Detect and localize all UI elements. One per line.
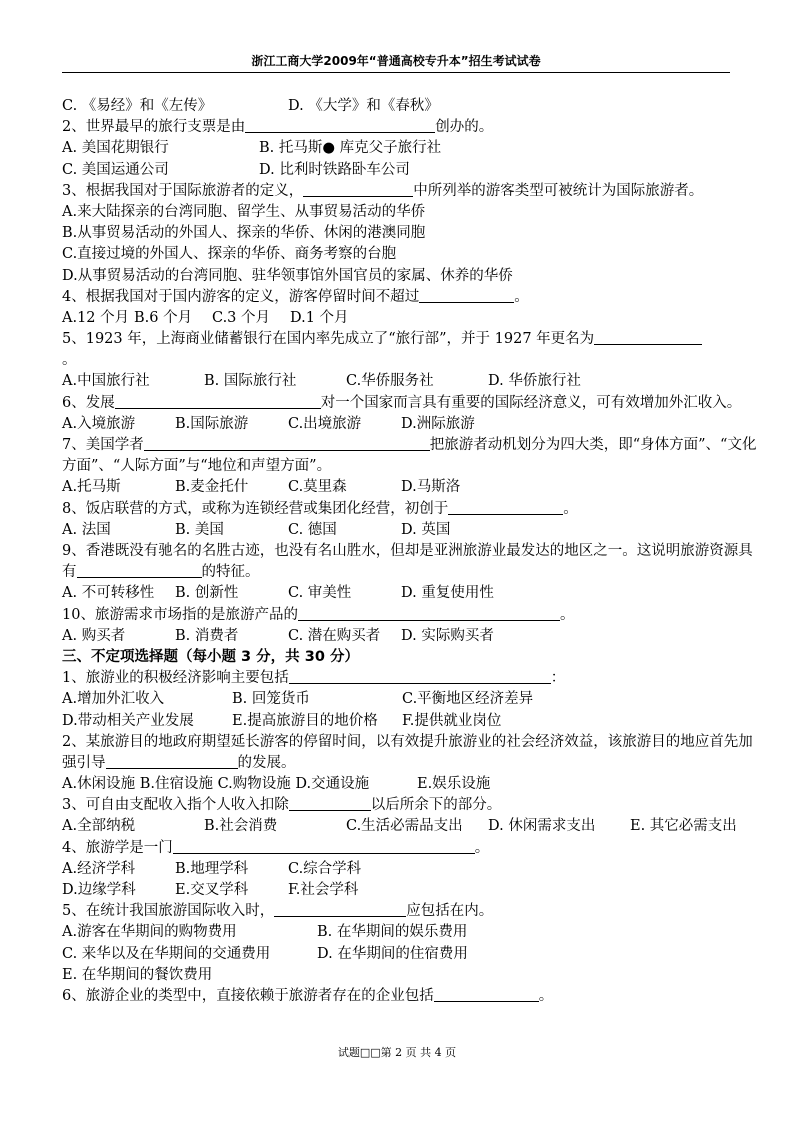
exam-line: [62, 393, 762, 414]
exam-line: [62, 477, 762, 498]
exam-line: [62, 138, 762, 159]
line-text: A.经济学科: [62, 860, 136, 877]
line-text: 创办的。: [435, 119, 494, 136]
exam-line: [62, 350, 762, 371]
line-text: D. 休闲需求支出: [488, 818, 596, 835]
exam-line: [62, 287, 762, 308]
line-text: F.社会学科: [288, 882, 359, 899]
line-text: B.麦金托什: [175, 479, 249, 496]
answer-blank: [77, 563, 202, 578]
header-divider: [62, 72, 730, 73]
line-text: 3、可自由支配收入指个人收入扣除: [62, 797, 289, 814]
exam-line: [62, 266, 762, 287]
line-text: C.综合学科: [288, 860, 362, 877]
line-text: C. 审美性: [288, 585, 352, 602]
exam-line: [62, 774, 762, 795]
line-text: D.带动相关产业发展: [62, 712, 194, 729]
line-text: D.1 个月: [290, 309, 349, 326]
line-text: A.中国旅行社: [62, 373, 150, 390]
line-text: 2、世界最早的旅行支票是由: [62, 119, 246, 136]
line-text: E. 其它必需支出: [630, 818, 737, 835]
answer-blank: [144, 436, 430, 451]
line-text: 。: [62, 352, 77, 369]
exam-line: [62, 371, 762, 392]
page-header: 浙江工商大学2009年“普通高校专升本”招生考试试卷: [251, 54, 541, 68]
exam-line: [62, 244, 762, 265]
line-text: B.地理学科: [175, 860, 249, 877]
line-text: 5、1923 年，上海商业储蓄银行在国内率先成立了“旅行部”，并于 1927 年更名为: [62, 331, 595, 348]
line-text: C.出境旅游: [288, 415, 362, 432]
line-text: C.莫里森: [288, 479, 347, 496]
line-text: 的特征。: [201, 564, 260, 581]
line-text: 6、旅游企业的类型中，直接依赖于旅游者存在的企业包括: [62, 987, 434, 1004]
line-text: B. 回笼货币: [232, 691, 310, 708]
line-text: 3、根据我国对于国际旅游者的定义，: [62, 182, 304, 199]
line-text: 。: [559, 606, 575, 623]
line-text: A. 法国: [62, 521, 111, 538]
exam-line: [62, 795, 762, 816]
line-text: D.马斯洛: [401, 479, 461, 496]
line-text: D. 《大学》和《春秋》: [288, 98, 439, 114]
exam-line: [62, 499, 762, 520]
exam-line: [62, 944, 762, 965]
answer-blank: [303, 182, 413, 197]
line-text: 6、发展: [62, 394, 115, 411]
line-text: C.华侨服务社: [346, 373, 434, 390]
line-text: A.游客在华期间的购物费用: [62, 924, 237, 941]
line-text: B. 在华期间的娱乐费用: [317, 924, 468, 941]
exam-line: [62, 541, 762, 583]
answer-blank: [245, 118, 435, 133]
line-text: A.休闲设施 B.住宿设施 C.购物设施 D.交通设施: [62, 776, 370, 793]
line-text: D. 重复使用性: [401, 585, 494, 602]
exam-line: [62, 223, 762, 244]
answer-blank: [434, 987, 539, 1002]
exam-line: [62, 520, 762, 541]
line-text: B. 消费者: [175, 627, 239, 644]
line-text: B. 创新性: [175, 585, 239, 602]
answer-blank: [289, 669, 551, 684]
line-text: A. 购买者: [62, 627, 126, 644]
line-text: 的发展。: [237, 754, 296, 771]
line-text: C.生活必需品支出: [346, 818, 463, 835]
line-text: D. 实际购买者: [401, 627, 494, 644]
line-text: A.托马斯: [62, 479, 121, 496]
exam-line: [62, 414, 762, 435]
line-text: 9、香港既没有驰名的名胜古迹，也没有名山胜水，但却是亚洲旅游业最发达的地区之一。这说明旅游资源具有: [62, 542, 753, 581]
exam-line: [62, 859, 762, 880]
answer-blank: [274, 902, 406, 917]
exam-line: [62, 329, 762, 350]
exam-line: [62, 732, 762, 774]
line-text: D. 英国: [401, 521, 451, 538]
line-text: B. 托马斯● 库克父子旅行社: [259, 140, 442, 157]
page-footer: 试题□□第 2 页 共 4 页: [337, 1046, 457, 1059]
exam-line: [62, 626, 762, 647]
exam-line: [62, 711, 762, 732]
exam-line: [62, 816, 762, 837]
line-text: 中所列举的游客类型可被统计为国际旅游者。: [413, 182, 704, 199]
line-text: C. 德国: [288, 521, 337, 538]
answer-blank: [419, 288, 514, 303]
line-text: 应包括在内。: [406, 903, 494, 920]
line-text: D. 在华期间的住宿费用: [317, 945, 468, 962]
section-heading: [62, 647, 762, 668]
answer-blank: [298, 606, 560, 621]
line-text: E.提高旅游目的地价格: [232, 712, 378, 729]
line-text: A.入境旅游: [62, 415, 136, 432]
line-text: C. 潜在购买者: [288, 627, 381, 644]
line-text: 。: [563, 500, 578, 517]
line-text: 2、某旅游目的地政府期望延长游客的停留时间，以有效提升旅游业的社会经济效益，该旅游目的地应首先加强引导: [62, 733, 753, 771]
line-text: A. 美国花期银行: [62, 140, 169, 157]
line-text: 把旅游者动机划分为四大类，即“身体方面”、“文化方面”、“人际方面”与“地位和声望方面”。: [62, 437, 757, 475]
line-text: 。: [538, 987, 554, 1004]
line-text: 对一个国家而言具有重要的国际经济意义，可有效增加外汇收入。: [320, 394, 742, 411]
line-text: 7、美国学者: [62, 437, 144, 454]
line-text: E. 在华期间的餐饮费用: [62, 966, 213, 983]
line-text: ：: [550, 670, 566, 687]
line-text: D.从事贸易活动的台湾同胞、驻华领事馆外国官员的家属、休养的华侨: [62, 267, 513, 284]
line-text: C. 《易经》和《左传》: [62, 98, 213, 114]
line-text: 三、不定项选择题（每小题 3 分，共 30 分）: [62, 648, 359, 665]
line-text: D.洲际旅游: [401, 415, 475, 432]
line-text: B.6 个月: [134, 309, 193, 326]
exam-line: [62, 668, 762, 689]
answer-blank: [289, 796, 371, 811]
line-text: 4、根据我国对于国内游客的定义，游客停留时间不超过: [62, 288, 420, 305]
answer-blank: [115, 394, 321, 409]
line-text: B.从事贸易活动的外国人、探亲的华侨、休闲的港澳同胞: [62, 225, 426, 242]
line-text: 5、在统计我国旅游国际收入时，: [62, 903, 275, 920]
exam-line: [62, 922, 762, 943]
line-text: F.提供就业岗位: [402, 712, 502, 729]
exam-line: [62, 986, 762, 1007]
line-text: C.3 个月: [212, 309, 271, 326]
answer-blank: [594, 330, 702, 345]
line-text: E.交叉学科: [175, 882, 249, 899]
answer-blank: [106, 754, 238, 769]
exam-line: [62, 583, 762, 604]
line-text: D.边缘学科: [62, 882, 136, 899]
answer-blank: [173, 839, 475, 854]
exam-line: [62, 96, 762, 117]
line-text: A.增加外汇收入: [62, 691, 165, 708]
exam-line: [62, 965, 762, 986]
line-text: 1、旅游业的积极经济影响主要包括: [62, 670, 289, 687]
exam-line: [62, 117, 762, 138]
line-text: C.直接过境的外国人、探亲的华侨、商务考察的台胞: [62, 246, 397, 263]
line-text: 8、饭店联营的方式，或称为连锁经营或集团化经营，初创于: [62, 500, 449, 517]
line-text: A.全部纳税: [62, 818, 136, 835]
line-text: C. 美国运通公司: [62, 161, 169, 178]
line-text: B. 美国: [175, 521, 224, 538]
line-text: B. 国际旅行社: [204, 373, 297, 390]
line-text: 。: [514, 288, 529, 305]
line-text: B.国际旅游: [175, 415, 249, 432]
line-text: 以后所余下的部分。: [370, 797, 502, 814]
line-text: 10、旅游需求市场指的是旅游产品的: [62, 606, 298, 623]
exam-line: [62, 308, 762, 329]
exam-line: [62, 435, 762, 477]
exam-line: [62, 605, 762, 626]
exam-line: [62, 689, 762, 710]
line-text: A. 不可转移性: [62, 585, 155, 602]
line-text: C. 来华以及在华期间的交通费用: [62, 945, 271, 962]
line-text: A.来大陆探亲的台湾同胞、留学生、从事贸易活动的华侨: [62, 203, 426, 220]
exam-content: [62, 96, 762, 1007]
line-text: E.娱乐设施: [417, 776, 491, 793]
line-text: B.社会消费: [204, 818, 278, 835]
exam-line: [62, 160, 762, 181]
exam-line: [62, 880, 762, 901]
exam-line: [62, 838, 762, 859]
exam-line: [62, 202, 762, 223]
answer-blank: [448, 500, 563, 515]
line-text: D. 比利时铁路卧车公司: [259, 161, 410, 178]
line-text: A.12 个月: [62, 309, 130, 326]
exam-line: [62, 181, 762, 202]
line-text: D. 华侨旅行社: [488, 373, 581, 390]
line-text: 4、旅游学是一门: [62, 839, 173, 856]
line-text: 。: [474, 839, 490, 856]
exam-line: [62, 901, 762, 922]
line-text: C.平衡地区经济差异: [402, 691, 534, 708]
